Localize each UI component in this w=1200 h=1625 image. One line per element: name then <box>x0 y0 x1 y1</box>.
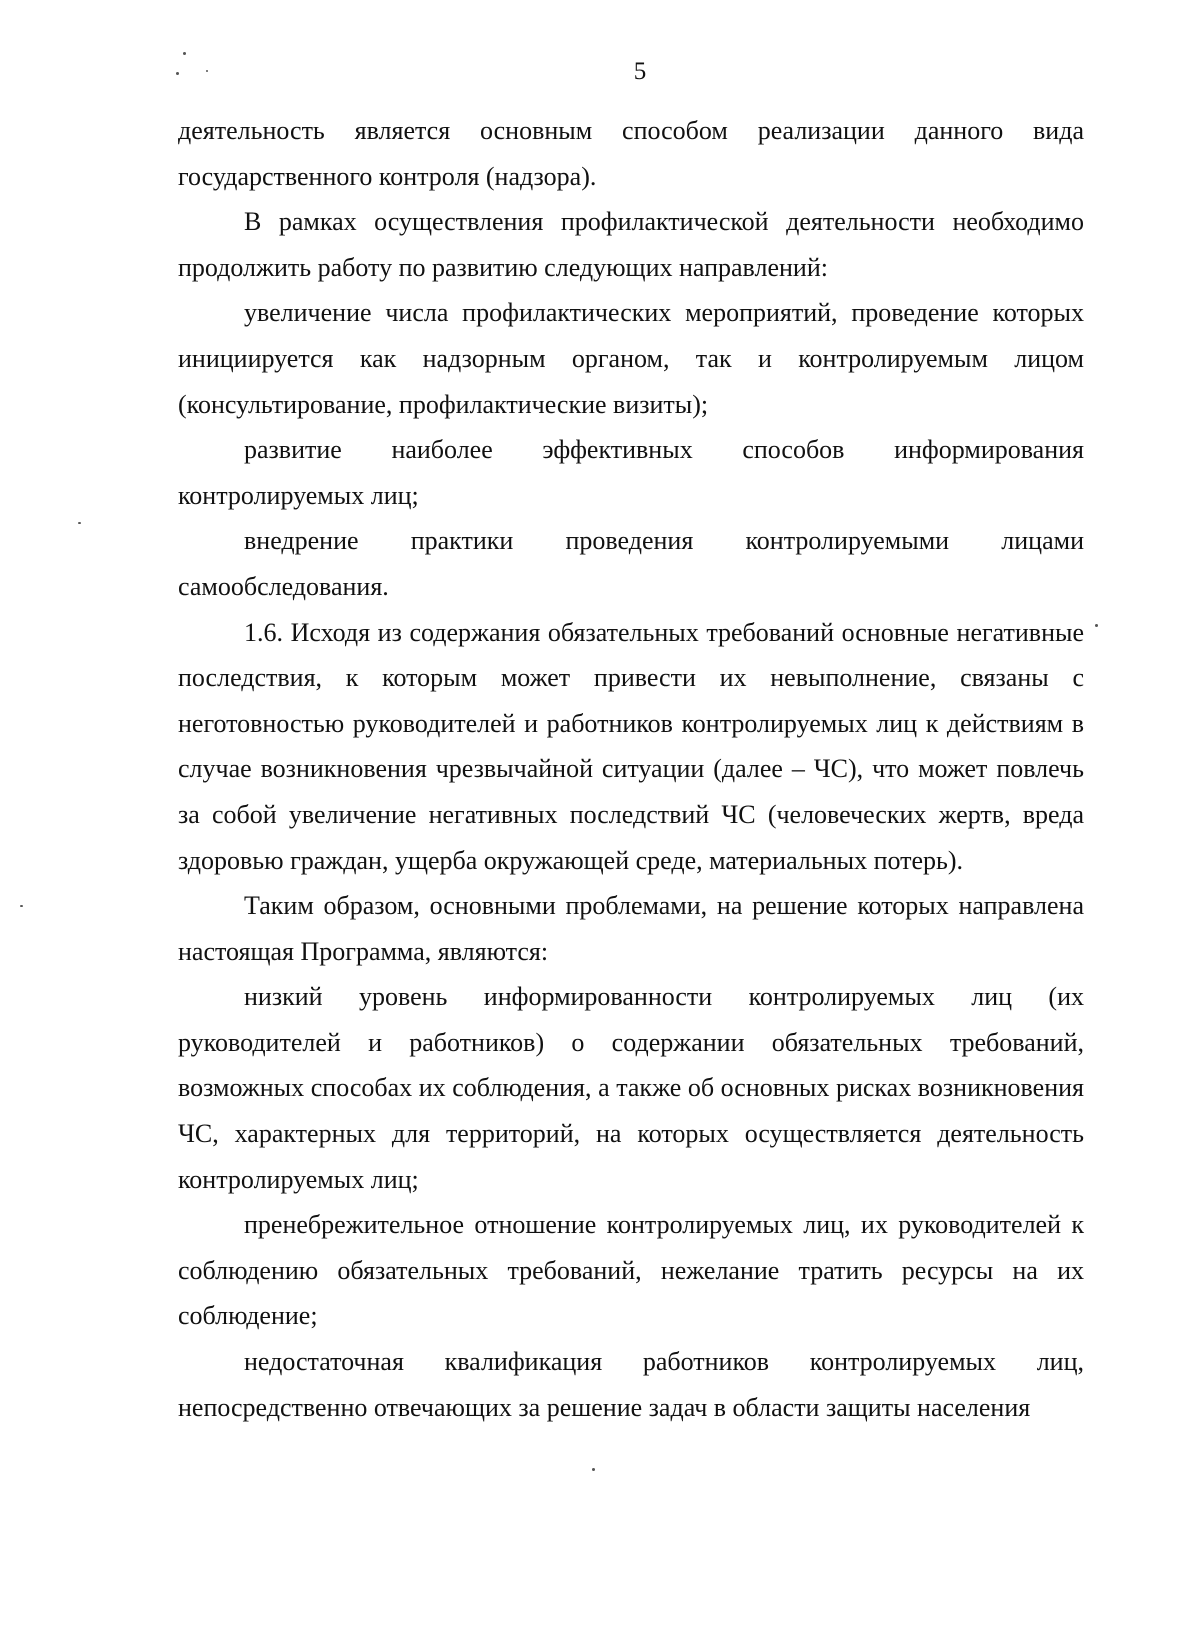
paragraph-insufficient-qualification: недостаточная квалификация работников контролируемых лиц, непосредственно отвечающих за решение задач в области защиты населения <box>178 1347 1084 1422</box>
paragraph-neglect: пренебрежительное отношение контролируемых лиц, их руководителей к соблюдению обязательных требований, нежелание тратить ресурсы на их соблюдение; <box>178 1210 1084 1331</box>
scan-speck <box>183 52 186 55</box>
document-body <box>178 108 1084 1430</box>
paragraph-continuation: деятельность является основным способом реализации данного вида государственного контроля (надзора). <box>178 116 1084 191</box>
paragraph-low-awareness: низкий уровень информированности контролируемых лиц (их руководителей и работников) о содержании обязательных требований, возможных способах их соблюдения, а также об основных рисках возникновения ЧС, характерных для территорий, на которых осуществляется деятельность контролируемых лиц; <box>178 982 1084 1194</box>
scan-speck <box>1095 624 1098 627</box>
paragraph-self-examination: внедрение практики проведения контролируемыми лицами самообследования. <box>178 526 1084 601</box>
paragraph-prevention-directions: В рамках осуществления профилактической деятельности необходимо продолжить работу по развитию следующих направлений: <box>178 207 1084 282</box>
paragraph-informing-methods: развитие наиболее эффективных способов информирования контролируемых лиц; <box>178 435 1084 510</box>
scan-speck <box>176 72 179 75</box>
scan-speck <box>78 522 81 524</box>
paragraph-increase-measures: увеличение числа профилактических мероприятий, проведение которых инициируется как надзорным органом, так и контролируемым лицом (консультирование, профилактические визиты); <box>178 298 1084 419</box>
page-number: 5 <box>633 58 647 85</box>
scan-speck <box>20 905 23 907</box>
scan-speck <box>592 1468 595 1471</box>
paragraph-section-1-6: 1.6. Исходя из содержания обязательных требований основные негативные последствия, к которым может привести их невыполнение, связаны с неготовностью руководителей и работников контролируемых лиц к действиям в случае возникновения чрезвычайной ситуации (далее – ЧС), что может повлечь за собой увеличение негативных последствий ЧС (человеческих жертв, вреда здоровью граждан, ущерба окружающей среде, материальных потерь). <box>178 617 1084 875</box>
scan-speck <box>206 70 208 72</box>
paragraph-main-problems: Таким образом, основными проблемами, на решение которых направлена настоящая Программа, являются: <box>178 891 1084 966</box>
